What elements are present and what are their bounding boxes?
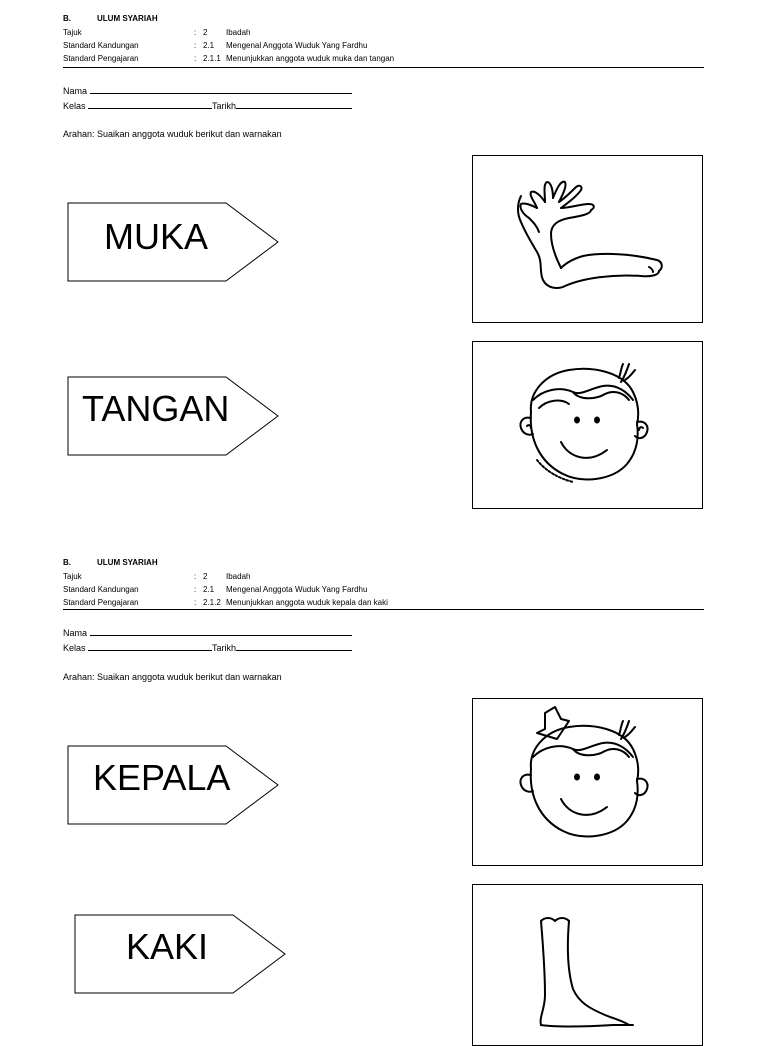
section-letter: B. — [63, 14, 71, 23]
row-colon: : — [194, 28, 197, 37]
row-label-standard-kandungan: Standard Kandungan — [63, 585, 139, 594]
row-colon: : — [194, 585, 197, 594]
row-label-standard-pengajaran: Standard Pengajaran — [63, 598, 139, 607]
nama-blank[interactable] — [90, 84, 352, 94]
row-colon: : — [194, 572, 197, 581]
head-with-arrow-icon — [473, 699, 702, 865]
row-label-tajuk: Tajuk — [63, 572, 82, 581]
row-code: 2 — [203, 28, 208, 37]
word-tag-kaki[interactable] — [74, 914, 288, 994]
word-tag-label: KEPALA — [93, 757, 231, 798]
tarikh-blank[interactable] — [236, 641, 352, 651]
tarikh-label: Tarikh — [212, 643, 237, 653]
picture-box-face[interactable] — [472, 341, 703, 509]
kelas-blank[interactable] — [88, 641, 212, 651]
nama-label: Nama — [63, 86, 88, 96]
word-tag-tangan[interactable] — [67, 376, 281, 456]
row-value: Mengenal Anggota Wuduk Yang Fardhu — [226, 41, 368, 50]
word-tag-label: TANGAN — [82, 388, 230, 429]
word-tag-kepala[interactable] — [67, 745, 281, 825]
header-divider — [63, 609, 704, 610]
tarikh-label: Tarikh — [212, 101, 237, 111]
nama-line — [63, 626, 352, 638]
row-colon: : — [194, 41, 197, 50]
kelas-blank[interactable] — [88, 99, 212, 109]
header-divider — [63, 67, 704, 68]
section-letter: B. — [63, 558, 71, 567]
kelas-label: Kelas — [63, 101, 86, 111]
row-code: 2 — [203, 572, 208, 581]
kelas-line — [63, 641, 352, 653]
picture-box-arm[interactable] — [472, 155, 703, 323]
picture-box-foot[interactable] — [472, 884, 703, 1046]
row-label-tajuk: Tajuk — [63, 28, 82, 37]
nama-label: Nama — [63, 628, 88, 638]
row-label-standard-pengajaran: Standard Pengajaran — [63, 54, 139, 63]
nama-line — [63, 84, 352, 96]
row-colon: : — [194, 598, 197, 607]
subject-title: ULUM SYARIAH — [97, 14, 158, 23]
instruction: Arahan: Suaikan anggota wuduk berikut dan warnakan — [63, 672, 282, 682]
picture-box-head[interactable] — [472, 698, 703, 866]
word-tag-label: MUKA — [104, 216, 209, 257]
instruction: Arahan: Suaikan anggota wuduk berikut dan warnakan — [63, 129, 282, 139]
row-code: 2.1 — [203, 585, 215, 594]
tarikh-blank[interactable] — [236, 99, 352, 109]
row-value: Menunjukkan anggota wuduk kepala dan kaki — [226, 598, 388, 607]
kelas-label: Kelas — [63, 643, 86, 653]
row-value: Menunjukkan anggota wuduk muka dan tangan — [226, 54, 395, 63]
kelas-line — [63, 99, 352, 111]
face-icon — [473, 342, 702, 508]
row-code: 2.1.1 — [203, 54, 221, 63]
row-label-standard-kandungan: Standard Kandungan — [63, 41, 139, 50]
row-value: Ibadah — [226, 572, 251, 581]
subject-title: ULUM SYARIAH — [97, 558, 158, 567]
word-tag-muka[interactable] — [67, 202, 281, 282]
row-code: 2.1.2 — [203, 598, 221, 607]
foot-icon — [473, 885, 702, 1045]
nama-blank[interactable] — [90, 626, 352, 636]
arm-icon — [473, 156, 702, 322]
row-value: Ibadah — [226, 28, 251, 37]
row-value: Mengenal Anggota Wuduk Yang Fardhu — [226, 585, 368, 594]
row-code: 2.1 — [203, 41, 215, 50]
word-tag-label: KAKI — [126, 926, 209, 967]
row-colon: : — [194, 54, 197, 63]
